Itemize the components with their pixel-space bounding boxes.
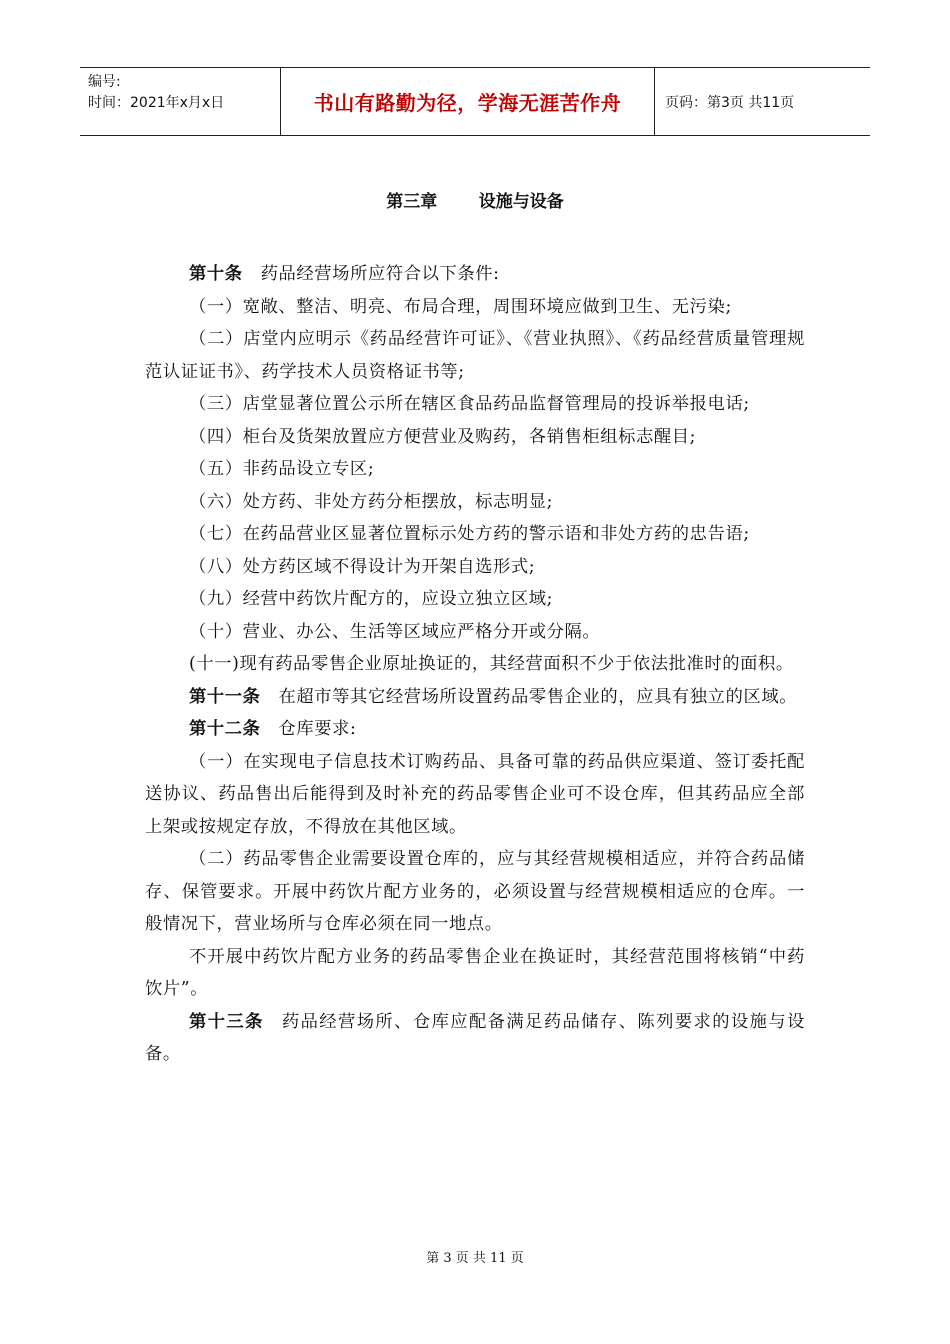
paragraph: [145, 551, 805, 584]
paragraph-text: （七）在药品营业区显著位置标示处方药的警示语和非处方药的忠告语;: [189, 524, 750, 544]
paragraph-text: （一）在实现电子信息技术订购药品、具备可靠的药品供应渠道、签订委托配送协议、药品售出后能得到及时补充的药品零售企业可不设仓库，但其药品应全部上架或按规定存放，不得放在其他区域。: [145, 751, 805, 837]
article-number: 第十一条: [189, 686, 261, 707]
paragraph-text: 在超市等其它经营场所设置药品零售企业的，应具有独立的区域。: [278, 686, 798, 707]
paragraph: [145, 1006, 805, 1071]
paragraph: [145, 518, 805, 551]
paragraph: [145, 323, 805, 388]
header-motto: 书山有路勤为径，学海无涯苦作舟: [281, 68, 655, 135]
paragraph-text: （八）处方药区域不得设计为开架自选形式;: [189, 556, 536, 577]
document-time: 时间：2021年x月x日: [88, 95, 225, 111]
paragraph-text: （二）药品零售企业需要设置仓库的，应与其经营规模相适应，并符合药品储存、保管要求。开展中药饮片配方业务的，必须设置与经营规模相适应的仓库。一般情况下，营业场所与仓库必须在同一地点。: [145, 849, 805, 934]
paragraph-text: 不开展中药饮片配方业务的药品零售企业在换证时，其经营范围将核销“中药饮片”。: [145, 946, 805, 999]
article-number: 第十三条: [189, 1011, 264, 1032]
paragraph-text: 仓库要求:: [278, 719, 357, 739]
paragraph: [145, 746, 805, 844]
page-footer: 第 3 页 共 11 页: [426, 1251, 524, 1266]
page-header: [80, 67, 870, 136]
paragraph-text: （三）店堂显著位置公示所在辖区食品药品监督管理局的投诉举报电话;: [189, 394, 750, 414]
paragraph-text: 药品经营场所应符合以下条件:: [260, 264, 500, 284]
paragraph-text: （二）店堂内应明示《药品经营许可证》、《营业执照》、《药品经营质量管理规范认证证书》、药学技术人员资格证书等;: [145, 329, 805, 382]
paragraph: [145, 583, 805, 616]
paragraph-text: (十一)现有药品零售企业原址换证的，其经营面积不少于依法批准时的面积。: [189, 654, 794, 674]
paragraph-text: （十）营业、办公、生活等区域应严格分开或分隔。: [189, 621, 601, 642]
paragraph: [145, 421, 805, 454]
paragraph: [145, 681, 805, 714]
paragraph: [145, 258, 805, 291]
paragraph: [145, 648, 805, 681]
paragraph: [145, 388, 805, 421]
paragraph-list: [145, 258, 805, 1071]
article-number: 第十条: [189, 264, 243, 284]
paragraph-text: 药品经营场所、仓库应配备满足药品储存、陈列要求的设施与设备。: [145, 1011, 805, 1064]
paragraph-text: （九）经营中药饮片配方的，应设立独立区域;: [189, 589, 554, 609]
paragraph: [145, 843, 805, 941]
paragraph: [145, 713, 805, 746]
paragraph: [145, 453, 805, 486]
document-number-label: 编号:: [88, 74, 121, 90]
paragraph-text: （四）柜台及货架放置应方便营业及购药，各销售柜组标志醒目;: [189, 426, 697, 447]
paragraph: [145, 616, 805, 649]
header-meta: [80, 68, 281, 135]
document-body: [145, 187, 805, 1071]
paragraph-text: （一）宽敞、整洁、明亮、布局合理，周围环境应做到卫生、无污染;: [189, 296, 732, 317]
chapter-title: 第三章 设施与设备: [386, 192, 564, 212]
paragraph-text: （五）非药品设立专区;: [189, 459, 375, 479]
header-page-info: 页码：第3页 共11页: [665, 94, 795, 111]
paragraph: [145, 486, 805, 519]
article-number: 第十二条: [189, 719, 261, 739]
paragraph: [145, 291, 805, 324]
paragraph-text: （六）处方药、非处方药分柜摆放，标志明显;: [189, 491, 554, 512]
paragraph: [145, 941, 805, 1006]
